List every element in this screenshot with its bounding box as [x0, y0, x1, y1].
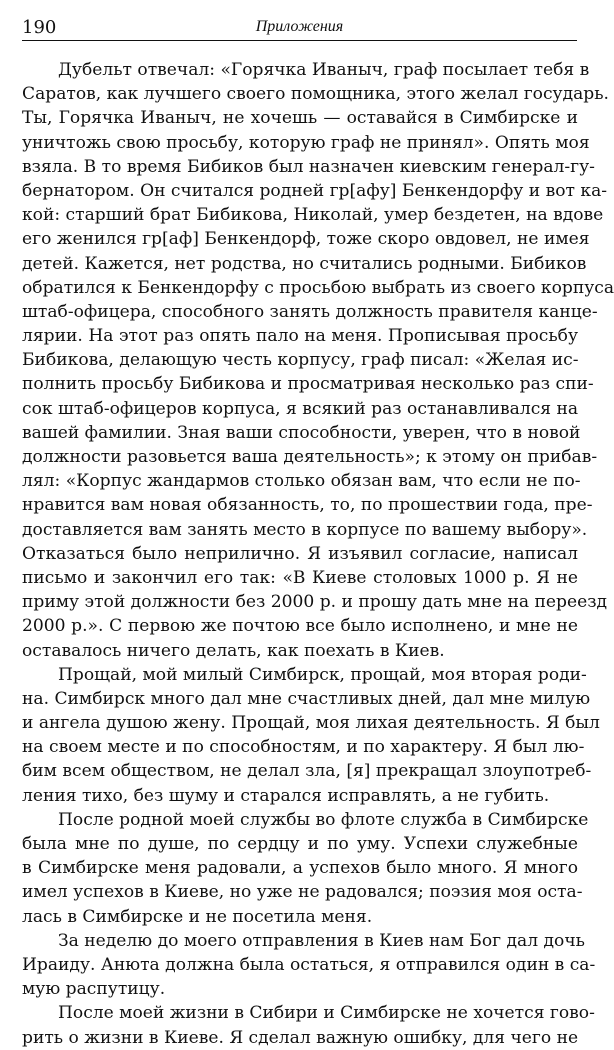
text-line: полнить просьбу Бибикова и просматривая несколько раз спи- — [22, 374, 594, 395]
text-line: должности разовьется ваша деятельность»; к этому он прибав- — [22, 447, 598, 467]
text-line: После родной моей службы во флоте служба в Симбирске — [58, 809, 589, 830]
text-line: мую распутицу. — [22, 979, 166, 1000]
page-header — [22, 14, 577, 41]
text-line: имел успехов в Киеве, но уже не радовался; поэзия моя оста- — [22, 882, 583, 903]
text-line: кой: старший брат Бибикова, Николай, умер бездетен, на вдове — [22, 205, 604, 226]
text-line: лял: «Корпус жандармов столько обязан вам, что если не по- — [22, 471, 581, 492]
page-number: 190 — [22, 17, 57, 38]
paragraph — [22, 58, 614, 663]
text-line: Бибикова, делающую честь корпусу, граф писал: «Желая ис- — [22, 350, 579, 371]
text-line: нравится вам новая обязанность, то, по прошествии года, пре- — [22, 495, 593, 516]
text-line: бим всем обществом, не делал зла, [я] прекращал злоупотреб- — [22, 761, 592, 782]
text-line: Дубельт отвечал: «Горячка Иваныч, граф посылает тебя в — [58, 60, 590, 80]
text-line: Ираиду. Анюта должна была остаться, я отправился один в са- — [22, 954, 596, 975]
text-line: сок штаб-офицеров корпуса, я всякий раз останавливался на — [22, 398, 579, 419]
paragraph — [22, 663, 600, 808]
paragraph — [22, 808, 589, 929]
text-line: бернатором. Он считался родней гр[афу] Бенкендорфу и вот ка- — [22, 180, 608, 201]
text-line: на своем месте и по способностям, и по характеру. Я был лю- — [22, 737, 585, 758]
text-line: Саратов, как лучшего своего помощника, этого желал государь. — [22, 84, 609, 105]
text-line: вашей фамилии. Зная ваши способности, уверен, что в новой — [22, 422, 581, 443]
text-line: уничтожь свою просьбу, которую граф не принял». Опять моя — [22, 132, 590, 153]
text-line: взяла. В то время Бибиков был назначен киевским генерал-гу- — [22, 156, 595, 177]
text-line: в Симбирске меня радовали, а успехов было много. Я много — [22, 858, 578, 879]
text-line: на. Симбирск много дал мне счастливых дней, дал мне милую — [22, 688, 591, 709]
text-line: штаб-офицера, способного занять должность правителя канце- — [22, 301, 598, 322]
text-line: приму этой должности без 2000 р. и прошу дать мне на переезд — [22, 592, 608, 613]
body-text — [22, 58, 614, 1050]
text-line: Ты, Горячка Иваныч, не хочешь — оставайся в Симбирске и — [22, 108, 578, 129]
running-title: Приложения — [255, 18, 344, 35]
text-line: детей. Кажется, нет родства, но считались родными. Бибиков — [22, 253, 587, 274]
text-line: 2000 р.». С первою же почтою все было исполнено, и мне не — [22, 616, 578, 637]
paragraph — [22, 929, 596, 1002]
text-line: доставляется вам занять место в корпусе по вашему выбору». — [22, 519, 588, 540]
text-line: Прощай, мой милый Симбирск, прощай, моя вторая роди- — [58, 664, 587, 685]
text-line: Отказаться было неприлично. Я изъявил согласие, написал — [22, 543, 578, 564]
text-line: За неделю до моего отправления в Киев нам Бог дал дочь — [58, 930, 585, 951]
text-line: была мне по душе, по сердцу и по уму. Успехи служебные — [22, 834, 578, 854]
text-line: ления тихо, без шуму и старался исправлять, а не губить. — [22, 785, 550, 806]
text-line: лярии. На этот раз опять пало на меня. Прописывая просьбу — [22, 326, 578, 347]
text-line: После моей жизни в Сибири и Симбирске не хочется гово- — [58, 1003, 595, 1024]
text-line: оставалось ничего делать, как поехать в Киев. — [22, 640, 445, 661]
text-line: его женился гр[аф] Бенкендорф, тоже скоро овдовел, не имея — [22, 229, 590, 250]
text-line: лась в Симбирске и не посетила меня. — [22, 906, 373, 927]
text-line: письмо и закончил его так: «В Киеве столовых 1000 р. Я не — [22, 567, 578, 588]
text-line: рить о жизни в Киеве. Я сделал важную ошибку, для чего не — [22, 1027, 579, 1048]
paragraph — [22, 1001, 595, 1049]
text-line: и ангела душою жену. Прощай, моя лихая деятельность. Я был — [22, 713, 600, 734]
text-line: обратился к Бенкендорфу с просьбою выбрать из своего корпуса — [22, 277, 614, 298]
